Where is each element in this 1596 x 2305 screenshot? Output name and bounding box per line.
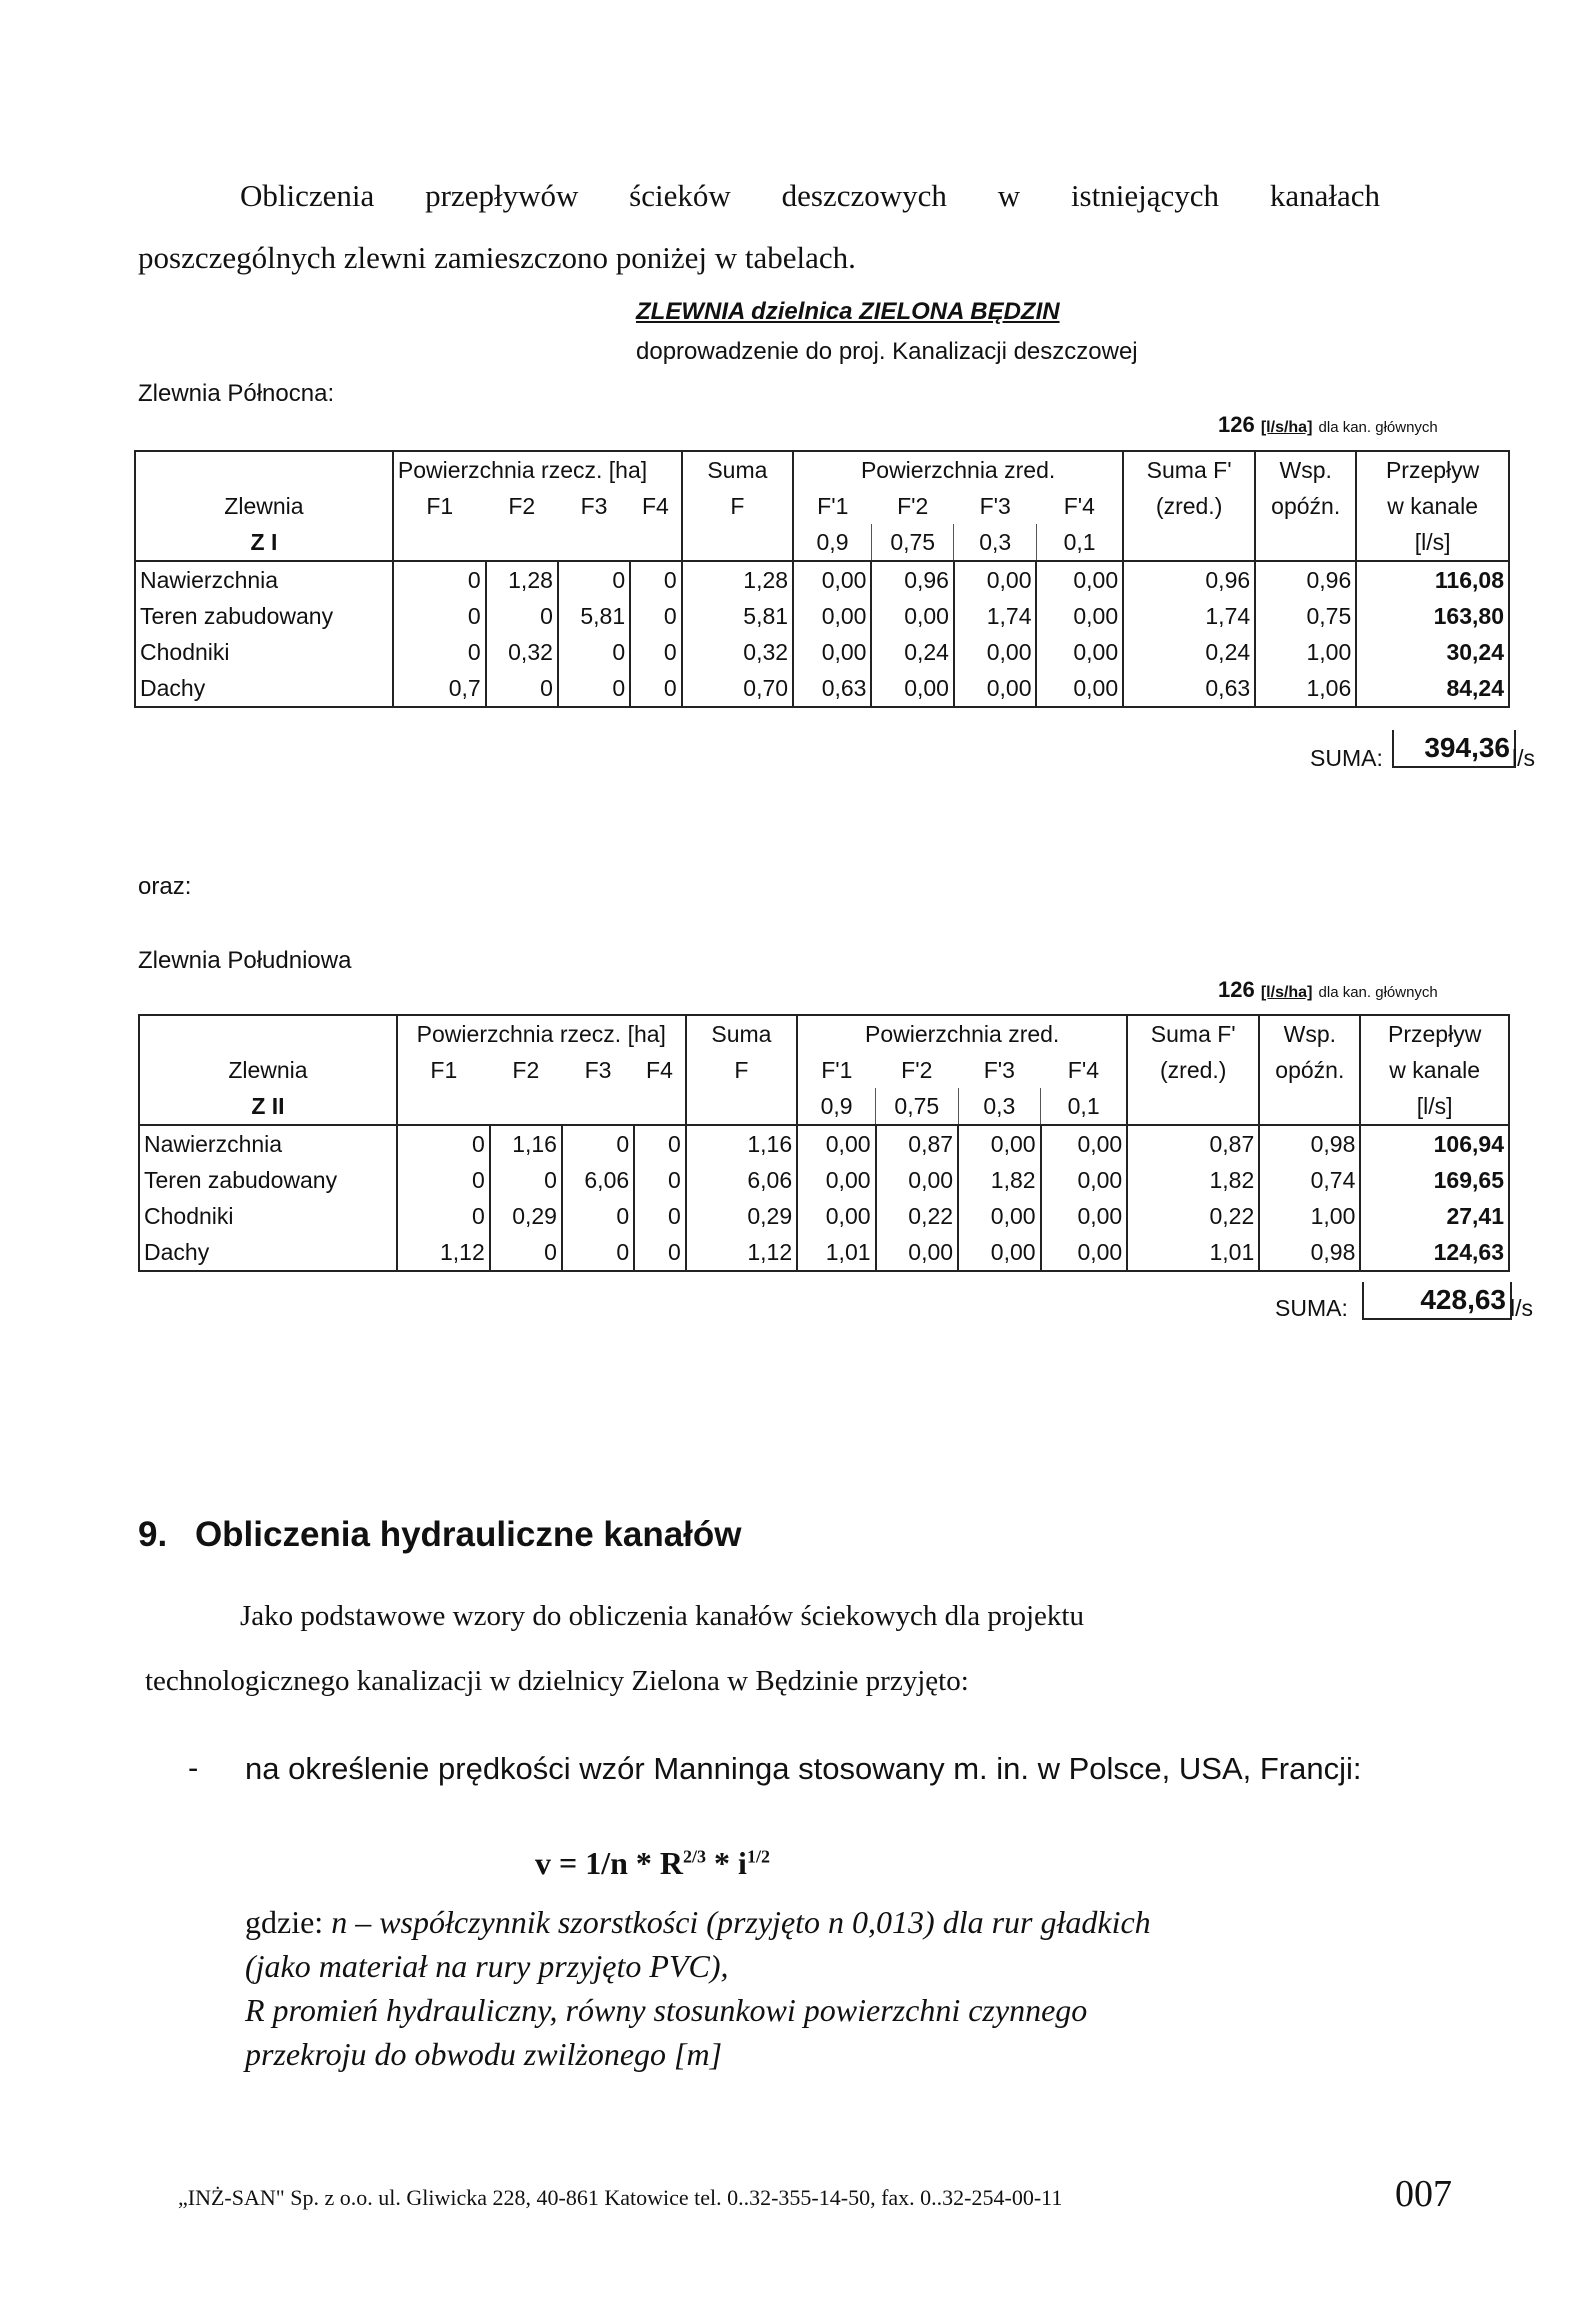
table-row [139, 1198, 1509, 1234]
north-total-label: SUMA: [1310, 745, 1383, 771]
south-przeplyw-unit: [l/s] [1360, 1088, 1509, 1125]
manning-formula [535, 1845, 770, 1882]
delay-coef: 0,74 [1259, 1162, 1360, 1198]
area-f1: 0,7 [393, 670, 486, 707]
area-f3: 0 [558, 634, 630, 670]
north-sumaf-sub: (zred.) [1123, 488, 1255, 524]
area-f2: 1,16 [490, 1125, 562, 1162]
south-header-row-2 [139, 1052, 1509, 1088]
flow-value: 30,24 [1356, 634, 1509, 670]
north-coef-1: 0,9 [793, 524, 871, 561]
north-przeplyw-sub: w kanale [1356, 488, 1509, 524]
south-przeplyw-header: Przepływ [1360, 1015, 1509, 1052]
flow-value: 116,08 [1356, 561, 1509, 598]
gdzie-line-2: (jako materiał na rury przyjęto PVC), [245, 1948, 729, 1984]
north-rate [1218, 412, 1438, 438]
south-coef-4: 0,1 [1041, 1088, 1128, 1125]
area-sum: 1,16 [686, 1125, 797, 1162]
south-red-group: Powierzchnia zred. [797, 1015, 1127, 1052]
footer-text: „INŻ-SAN" Sp. z o.o. ul. Gliwicka 228, 40-861 Katowice tel. 0..32-355-14-50, fax. 0..32-254-00-11 [178, 2185, 1063, 2210]
north-total-unit: l/s [1512, 745, 1535, 771]
area-f3: 0 [562, 1234, 634, 1271]
south-fr4-header: F'4 [1067, 1056, 1099, 1083]
south-f2-header: F2 [512, 1056, 540, 1083]
reduced-f2: 0,96 [871, 561, 954, 598]
south-zlewnia-header: Zlewnia [139, 1052, 397, 1088]
north-f2-header: F2 [508, 492, 536, 519]
area-f4: 0 [630, 598, 682, 634]
north-header-row-2 [135, 488, 1509, 524]
reduced-sum: 1,82 [1127, 1162, 1259, 1198]
row-name: Nawierzchnia [135, 561, 393, 598]
formula-exp-1: 2/3 [683, 1846, 707, 1867]
delay-coef: 1,00 [1259, 1198, 1360, 1234]
area-f2: 0 [490, 1234, 562, 1271]
catchment-title: ZLEWNIA dzielnica ZIELONA BĘDZIN [636, 298, 1060, 325]
north-fr2-header: F'2 [897, 492, 929, 519]
south-f4-header: F4 [646, 1056, 673, 1083]
area-f1: 0 [397, 1125, 490, 1162]
south-header-row-3 [139, 1088, 1509, 1125]
area-f4: 0 [630, 561, 682, 598]
bullet-text: na określenie prędkości wzór Manninga stosowany m. in. w Polsce, USA, Francji: [245, 1751, 1362, 1786]
north-przeplyw-unit: [l/s] [1356, 524, 1509, 561]
reduced-f3: 0,00 [958, 1198, 1041, 1234]
reduced-f1: 0,00 [797, 1162, 875, 1198]
row-name: Nawierzchnia [139, 1125, 397, 1162]
south-wsp-sub: opóźn. [1259, 1052, 1360, 1088]
formula-explanation [245, 1900, 1151, 2076]
north-f1-header: F1 [393, 488, 486, 524]
area-f3: 0 [562, 1125, 634, 1162]
south-coef-3: 0,3 [958, 1088, 1041, 1125]
delay-coef: 0,98 [1259, 1234, 1360, 1271]
north-fr3-header: F'3 [979, 492, 1011, 519]
north-f4-header: F4 [641, 492, 669, 519]
south-fr3-header: F'3 [983, 1056, 1015, 1083]
area-sum: 5,81 [682, 598, 793, 634]
south-total-unit: l/s [1510, 1295, 1533, 1321]
flow-value: 169,65 [1360, 1162, 1509, 1198]
reduced-sum: 0,96 [1123, 561, 1255, 598]
south-area-group: Powierzchnia rzecz. [ha] [397, 1015, 686, 1052]
area-f1: 0 [397, 1162, 490, 1198]
north-rate-unit: [l/s/ha] [1260, 419, 1313, 436]
reduced-f2: 0,00 [876, 1162, 959, 1198]
formula-exp-2: 1/2 [746, 1846, 770, 1867]
table-row [135, 634, 1509, 670]
south-rate-unit: [l/s/ha] [1260, 984, 1313, 1001]
area-f1: 0 [397, 1198, 490, 1234]
delay-coef: 0,96 [1255, 561, 1356, 598]
reduced-f3: 1,82 [958, 1162, 1041, 1198]
area-f2: 0 [486, 670, 558, 707]
reduced-f3: 0,00 [954, 634, 1037, 670]
reduced-f4: 0,00 [1036, 598, 1123, 634]
row-name: Teren zabudowany [135, 598, 393, 634]
south-coef-2: 0,75 [876, 1088, 959, 1125]
north-suma-header: Suma [682, 451, 793, 488]
area-f1: 0 [393, 598, 486, 634]
reduced-f2: 0,24 [871, 634, 954, 670]
area-sum: 0,29 [686, 1198, 797, 1234]
south-fr1-header: F'1 [797, 1052, 875, 1088]
row-name: Chodniki [135, 634, 393, 670]
reduced-sum: 0,24 [1123, 634, 1255, 670]
reduced-f2: 0,00 [871, 670, 954, 707]
north-sumaf-header: Suma F' [1123, 451, 1255, 488]
area-f2: 0 [486, 598, 558, 634]
delay-coef: 1,00 [1255, 634, 1356, 670]
area-f1: 0 [393, 561, 486, 598]
area-sum: 6,06 [686, 1162, 797, 1198]
south-coef-1: 0,9 [797, 1088, 875, 1125]
north-red-group: Powierzchnia zred. [793, 451, 1123, 488]
reduced-f3: 1,74 [954, 598, 1037, 634]
area-f2: 0,32 [486, 634, 558, 670]
body-para-1: Jako podstawowe wzory do obliczenia kanałów ściekowych dla projektu [240, 1600, 1084, 1632]
reduced-f4: 0,00 [1036, 561, 1123, 598]
formula-mid: * i [706, 1845, 747, 1881]
area-f3: 5,81 [558, 598, 630, 634]
table-row [135, 561, 1509, 598]
reduced-sum: 0,63 [1123, 670, 1255, 707]
south-f1-header: F1 [397, 1052, 490, 1088]
north-f3-header: F3 [580, 492, 608, 519]
south-rate-note: dla kan. głównych [1318, 984, 1438, 1001]
area-f4: 0 [630, 670, 682, 707]
gdzie-line-1: n – współczynnik szorstkości (przyjęto n 0,013) dla rur gładkich [323, 1904, 1151, 1940]
area-f2: 0,29 [490, 1198, 562, 1234]
reduced-f1: 0,00 [793, 561, 871, 598]
body-para-2: technologicznego kanalizacji w dzielnicy Zielona w Będzinie przyjęto: [145, 1665, 969, 1697]
area-f4: 0 [634, 1162, 686, 1198]
north-header-row-1 [135, 451, 1509, 488]
row-name: Dachy [139, 1234, 397, 1271]
reduced-sum: 0,87 [1127, 1125, 1259, 1162]
south-fr2-header: F'2 [901, 1056, 933, 1083]
reduced-f1: 0,00 [797, 1198, 875, 1234]
north-fr1-header: F'1 [793, 488, 871, 524]
reduced-sum: 1,74 [1123, 598, 1255, 634]
flow-value: 163,80 [1356, 598, 1509, 634]
north-coef-3: 0,3 [954, 524, 1037, 561]
intro-line-2: poszczególnych zlewni zamieszczono poniżej w tabelach. [138, 240, 856, 275]
table-row [135, 598, 1509, 634]
south-suma-header: Suma [686, 1015, 797, 1052]
reduced-f4: 0,00 [1041, 1198, 1128, 1234]
north-header-row-3 [135, 524, 1509, 561]
table-row [139, 1162, 1509, 1198]
reduced-f4: 0,00 [1036, 634, 1123, 670]
area-f3: 6,06 [562, 1162, 634, 1198]
table-row [139, 1125, 1509, 1162]
north-wsp-sub: opóźn. [1255, 488, 1356, 524]
reduced-f4: 0,00 [1041, 1162, 1128, 1198]
south-zone: Z II [139, 1088, 397, 1125]
north-coef-2: 0,75 [871, 524, 954, 561]
reduced-f1: 1,01 [797, 1234, 875, 1271]
north-rate-value: 126 [1218, 412, 1255, 437]
section-number: 9. [138, 1515, 168, 1554]
south-region-label: Zlewnia Południowa [138, 947, 352, 974]
bullet-dash: - [188, 1750, 199, 1785]
reduced-f3: 0,00 [954, 561, 1037, 598]
area-f4: 0 [634, 1234, 686, 1271]
area-f2: 0 [490, 1162, 562, 1198]
reduced-f3: 0,00 [958, 1234, 1041, 1271]
delay-coef: 1,06 [1255, 670, 1356, 707]
reduced-f1: 0,63 [793, 670, 871, 707]
flow-value: 124,63 [1360, 1234, 1509, 1271]
reduced-f3: 0,00 [958, 1125, 1041, 1162]
area-f3: 0 [558, 670, 630, 707]
south-rate-value: 126 [1218, 977, 1255, 1002]
south-total-label: SUMA: [1275, 1295, 1348, 1321]
reduced-f2: 0,00 [871, 598, 954, 634]
north-zone: Z I [135, 524, 393, 561]
reduced-f3: 0,00 [954, 670, 1037, 707]
south-suma-sub: F [686, 1052, 797, 1088]
reduced-f2: 0,22 [876, 1198, 959, 1234]
north-zlewnia-header: Zlewnia [135, 488, 393, 524]
north-wsp-header: Wsp. [1255, 451, 1356, 488]
reduced-sum: 1,01 [1127, 1234, 1259, 1271]
page-number: 007 [1395, 2173, 1452, 2215]
south-sumaf-sub: (zred.) [1127, 1052, 1259, 1088]
reduced-f1: 0,00 [793, 634, 871, 670]
section-title: Obliczenia hydrauliczne kanałów [194, 1515, 742, 1554]
area-f4: 0 [634, 1198, 686, 1234]
area-f4: 0 [630, 634, 682, 670]
area-sum: 0,32 [682, 634, 793, 670]
south-rate [1218, 977, 1438, 1003]
south-table [138, 1014, 1510, 1272]
reduced-f1: 0,00 [797, 1125, 875, 1162]
north-fr4-header: F'4 [1063, 492, 1095, 519]
oraz-label: oraz: [138, 873, 192, 900]
south-header-row-1 [139, 1015, 1509, 1052]
area-sum: 0,70 [682, 670, 793, 707]
area-f4: 0 [634, 1125, 686, 1162]
row-name: Chodniki [139, 1198, 397, 1234]
south-f3-header: F3 [584, 1056, 612, 1083]
flow-value: 106,94 [1360, 1125, 1509, 1162]
north-coef-4: 0,1 [1036, 524, 1123, 561]
reduced-f4: 0,00 [1041, 1125, 1128, 1162]
section-heading [138, 1515, 742, 1555]
gdzie-line-4: przekroju do obwodu zwilżonego [m] [245, 2036, 723, 2072]
catchment-subtitle: doprowadzenie do proj. Kanalizacji deszczowej [636, 338, 1138, 365]
south-total-value: 428,63 [1362, 1282, 1512, 1320]
reduced-f2: 0,00 [876, 1234, 959, 1271]
reduced-f1: 0,00 [793, 598, 871, 634]
south-wsp-header: Wsp. [1259, 1015, 1360, 1052]
area-f3: 0 [558, 561, 630, 598]
reduced-sum: 0,22 [1127, 1198, 1259, 1234]
table-row [135, 670, 1509, 707]
row-name: Teren zabudowany [139, 1162, 397, 1198]
area-sum: 1,12 [686, 1234, 797, 1271]
south-przeplyw-sub: w kanale [1360, 1052, 1509, 1088]
flow-value: 84,24 [1356, 670, 1509, 707]
north-rate-note: dla kan. głównych [1318, 419, 1438, 436]
flow-value: 27,41 [1360, 1198, 1509, 1234]
north-total-value: 394,36 [1392, 730, 1516, 768]
delay-coef: 0,98 [1259, 1125, 1360, 1162]
north-area-group: Powierzchnia rzecz. [ha] [393, 451, 682, 488]
delay-coef: 0,75 [1255, 598, 1356, 634]
north-suma-sub: F [682, 488, 793, 524]
north-przeplyw-header: Przepływ [1356, 451, 1509, 488]
area-f3: 0 [562, 1198, 634, 1234]
north-table [134, 450, 1510, 708]
area-f2: 1,28 [486, 561, 558, 598]
row-name: Dachy [135, 670, 393, 707]
area-sum: 1,28 [682, 561, 793, 598]
north-region-label: Zlewnia Północna: [138, 380, 335, 407]
reduced-f4: 0,00 [1041, 1234, 1128, 1271]
south-sumaf-header: Suma F' [1127, 1015, 1259, 1052]
gdzie-label: gdzie: [245, 1904, 324, 1940]
intro-line-1: Obliczenia przepływów ścieków deszczowych w istniejących kanałach [240, 178, 1380, 213]
area-f1: 0 [393, 634, 486, 670]
formula-main: v = 1/n * R [535, 1845, 684, 1881]
table-row [139, 1234, 1509, 1271]
reduced-f2: 0,87 [876, 1125, 959, 1162]
reduced-f4: 0,00 [1036, 670, 1123, 707]
area-f1: 1,12 [397, 1234, 490, 1271]
gdzie-line-3: R promień hydrauliczny, równy stosunkowi powierzchni czynnego [245, 1992, 1088, 2028]
